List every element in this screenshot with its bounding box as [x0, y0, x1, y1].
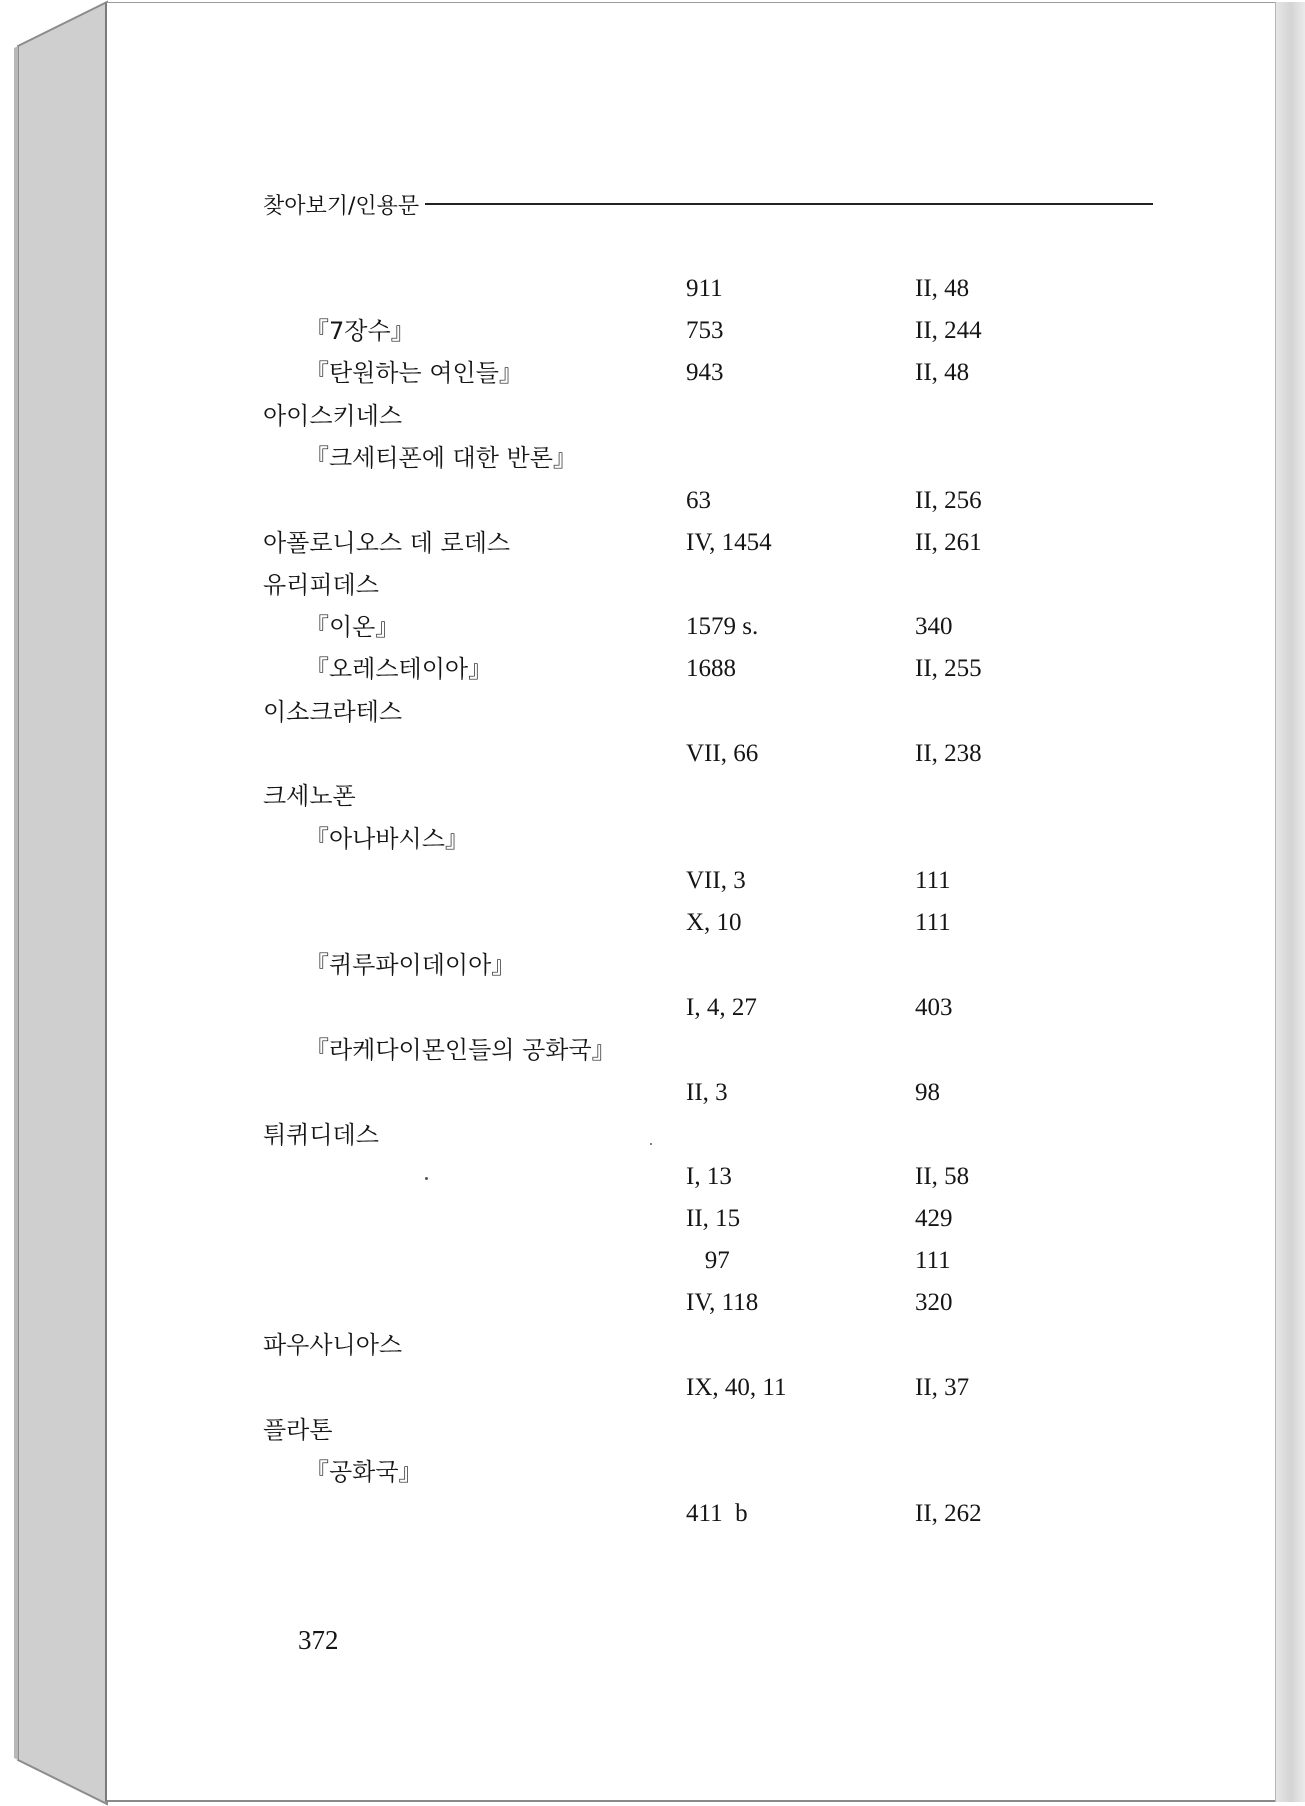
- work-title: 『공화국』: [305, 1458, 423, 1486]
- source-reference: 911: [686, 275, 723, 302]
- source-reference: 63: [686, 487, 711, 514]
- header-rule: [425, 203, 1153, 205]
- source-reference: VII, 66: [686, 740, 759, 767]
- source-reference: 1579 s.: [686, 613, 759, 640]
- index-row: [0, 610, 1175, 644]
- source-reference: 753: [686, 317, 724, 344]
- index-row: [0, 864, 1175, 898]
- index-row: [0, 1497, 1175, 1531]
- source-reference: I, 4, 27: [686, 994, 757, 1021]
- index-row: [0, 1371, 1175, 1405]
- book-page-reference: II, 244: [915, 317, 982, 344]
- author-name: 아폴로니오스 데 로데스: [263, 529, 511, 557]
- book-page-reference: II, 261: [915, 529, 982, 556]
- book-page-reference: 111: [915, 867, 951, 894]
- source-reference: 1688: [686, 655, 736, 682]
- index-row: [0, 1118, 1175, 1152]
- book-page-reference: II, 262: [915, 1500, 982, 1527]
- book-page-reference: II, 48: [915, 275, 970, 302]
- book-page-reference: 320: [915, 1289, 953, 1316]
- work-title: 『탄원하는 여인들』: [305, 359, 523, 387]
- index-row: [0, 1286, 1175, 1320]
- index-row: [0, 1244, 1175, 1278]
- index-row: [0, 526, 1175, 560]
- book-page-reference: II, 238: [915, 740, 982, 767]
- book-page-reference: 429: [915, 1205, 953, 1232]
- book-page-reference: II, 256: [915, 487, 982, 514]
- source-reference: X, 10: [686, 909, 742, 936]
- author-name: 유리피데스: [263, 571, 379, 599]
- index-row: [0, 356, 1175, 390]
- source-reference: IV, 1454: [686, 529, 772, 556]
- running-header: [263, 186, 1153, 222]
- index-row: [0, 695, 1175, 729]
- index-row: [0, 399, 1175, 433]
- index-row: [0, 1033, 1175, 1067]
- index-row: [0, 1328, 1175, 1362]
- book-page-reference: 111: [915, 909, 951, 936]
- source-reference: I, 13: [686, 1163, 732, 1190]
- index-row: [0, 906, 1175, 940]
- source-reference: 943: [686, 359, 724, 386]
- source-reference: VII, 3: [686, 867, 746, 894]
- index-row: [0, 948, 1175, 982]
- author-name: 아이스키네스: [263, 402, 403, 430]
- book-page-reference: 403: [915, 994, 953, 1021]
- author-name: 플라톤: [263, 1416, 333, 1444]
- index-row: [0, 484, 1175, 518]
- book-page-reference: 98: [915, 1079, 940, 1106]
- work-title: 『아나바시스』: [305, 825, 469, 853]
- book-page-reference: II, 48: [915, 359, 970, 386]
- index-row: [0, 1202, 1175, 1236]
- work-title: 『이온』: [305, 613, 400, 641]
- print-speck: [650, 1143, 652, 1145]
- index-row: [0, 568, 1175, 602]
- print-speck: [425, 1177, 428, 1180]
- index-row: [0, 272, 1175, 306]
- work-title: 『7장수』: [305, 317, 415, 345]
- header-title: 찾아보기/인용문: [263, 193, 420, 219]
- index-row: [0, 1455, 1175, 1489]
- source-reference: IV, 118: [686, 1289, 759, 1316]
- work-title: 『크세티폰에 대한 반론』: [305, 444, 577, 472]
- book-page-reference: II, 255: [915, 655, 982, 682]
- author-name: 이소크라테스: [263, 698, 403, 726]
- index-row: [0, 1160, 1175, 1194]
- index-row: [0, 779, 1175, 813]
- index-row: [0, 1413, 1175, 1447]
- source-reference: IX, 40, 11: [686, 1374, 787, 1401]
- source-reference: 97: [686, 1247, 730, 1274]
- page-number: 372: [298, 1625, 339, 1655]
- index-row: [0, 314, 1175, 348]
- book-spine-shape: [0, 0, 110, 1806]
- source-reference: II, 3: [686, 1079, 728, 1106]
- work-title: 『오레스테이아』: [305, 655, 493, 683]
- book-page-reference: II, 37: [915, 1374, 970, 1401]
- work-title: 『퀴루파이데이아』: [305, 951, 516, 979]
- work-title: 『라케다이몬인들의 공화국』: [305, 1036, 616, 1064]
- author-name: 튀퀴디데스: [263, 1121, 379, 1149]
- source-reference: 411 b: [686, 1500, 748, 1527]
- author-name: 크세노폰: [263, 782, 356, 810]
- author-name: 파우사니아스: [263, 1331, 403, 1359]
- book-page-reference: 111: [915, 1247, 951, 1274]
- index-row: [0, 822, 1175, 856]
- index-row: [0, 1076, 1175, 1110]
- index-row: [0, 652, 1175, 686]
- index-row: [0, 441, 1175, 475]
- book-spine-edge: [0, 0, 110, 1806]
- index-row: [0, 737, 1175, 771]
- page-right-edge: [1275, 2, 1305, 1802]
- book-page-reference: 340: [915, 613, 953, 640]
- source-reference: II, 15: [686, 1205, 741, 1232]
- book-page-reference: II, 58: [915, 1163, 970, 1190]
- index-row: [0, 991, 1175, 1025]
